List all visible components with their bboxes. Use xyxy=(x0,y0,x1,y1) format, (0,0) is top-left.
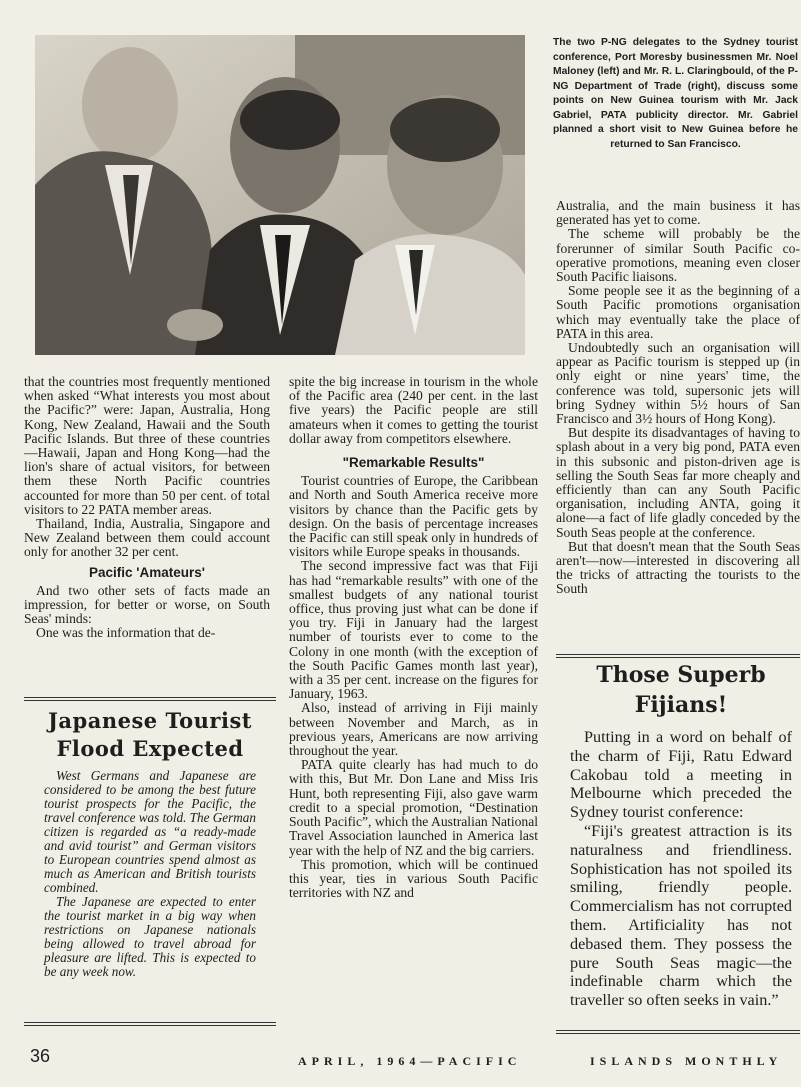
box-fiji xyxy=(570,660,792,1010)
fiji-bottom-rule xyxy=(556,1030,800,1034)
col1-paragraph-2: Thailand, India, Australia, Singapore and New Zealand between them could account only for another 32 per cent. xyxy=(24,516,270,560)
col1-paragraph-1: that the countries most frequently mentioned when asked “What interests you most about the Pacific?” were: Japan, Australia, Hong Kong, New Zealand, Hawaii and the South Pacific Islands. But three of these countries—Hawaii, Japan and Hong Kong—had the lion's share of actual visitors, for between them these North Pacific countries accounted for more than 50 per cent. of total visitors to 22 PATA member areas. xyxy=(24,374,270,517)
subhead-remarkable-results: "Remarkable Results" xyxy=(342,455,485,471)
col3-paragraph-1: Australia, and the main business it has generated has yet to come. xyxy=(556,198,800,228)
col3-paragraph-6: But that doesn't mean that the South Seas aren't—now—interested in discovering all the tricks of attracting the tourists to the South xyxy=(556,538,800,597)
box-top-rule xyxy=(24,697,276,701)
column-3 xyxy=(556,199,800,597)
col2-paragraph-6: This promotion, which will be continued this year, ties in various South Pacific territories with NZ and xyxy=(289,856,538,901)
box-bottom-rule xyxy=(24,1022,276,1026)
box-japanese-title: Japanese Tourist Flood Expected xyxy=(47,708,252,761)
box-japanese-tourist xyxy=(24,697,276,979)
col2-paragraph-3: The second impressive fact was that Fiji has had “remarkable results” with one of the smallest budgets of any national tourist office, thus proving just what can be done if you try. Fiji in January had the largest number of tourists ever to come to the Colony in one month (with the exception of the South Pacific Games month last year), with a 35 per cent. increase on the figures for January, 1963. xyxy=(289,558,538,702)
box-fiji-body xyxy=(570,728,792,1010)
page-number: 36 xyxy=(30,1046,51,1066)
col3-paragraph-5: But despite its disadvantages of having to splash about in a very big pond, PATA even in this subsonic and piston-driven age is selling the South Seas far more cheaply and efficiently than can any South Pacific organisation, including ANTA, going it alone—a fact of life gladly conceded by the South Seas people at the conference. xyxy=(556,425,800,540)
box-japanese-paragraph-2: The Japanese are expected to enter the tourist market in a big way when restrictions on Japanese nationals being allowed to travel abroad for pleasure are lifted. This is expected to be any week now. xyxy=(44,894,256,979)
col1-paragraph-4: One was the information that de- xyxy=(36,625,216,641)
col1-paragraph-3: And two other sets of facts made an impression, for better or worse, on South Seas' minds: xyxy=(24,582,270,627)
conference-photo xyxy=(35,35,525,355)
col2-paragraph-4: Also, instead of arriving in Fiji mainly between November and March, as in previous years, Americans are now arriving throughout the year. xyxy=(289,700,538,759)
col3-paragraph-4: Undoubtedly such an organisation will appear as Pacific tourism is stepped up (in only eight or nine years' time, the conference was told, supersonic jets will bring Sydney within 5½ hours of San Francisco and 3½ hours of Hong Kong). xyxy=(556,340,800,427)
col3-paragraph-3: Some people see it as the beginning of a South Pacific promotions organisation which may eventually take the place of PATA in this area. xyxy=(556,283,800,341)
photo-caption: The two P-NG delegates to the Sydney tourist conference, Port Moresby businessmen Mr. Noel Maloney (left) and Mr. R. L. Claringbould, of the P-NG Department of Trade (right), discuss some points on New Guinea tourism with Mr. Jack Gabriel, PATA publicity director. Mr. Gabriel planned a short visit to New Guinea before he returned to San Francisco. xyxy=(553,37,798,150)
col3-paragraph-2: The scheme will probably be the forerunner of similar South Pacific co-operative promotions, meaning even closer South Pacific liaisons. xyxy=(556,226,800,285)
box-fiji-paragraph-1: Putting in a word on behalf of the charm of Fiji, Ratu Edward Cakobau told a meeting in Melbourne which preceded the Sydney tourist conference: xyxy=(570,728,792,822)
box-fiji-title: Those Superb Fijians! xyxy=(596,662,766,718)
fiji-top-rule xyxy=(556,654,800,658)
box-japanese-paragraph-1: West Germans and Japanese are considered to be among the best future tourist prospects for the Pacific, the travel conference was told. The German citizen is regarded as “a ready-made and avid tourist” and German visitors to European countries spend almost as much as American and British tourists combined. xyxy=(44,768,256,895)
footer-left: APRIL, 1964—PACIFIC xyxy=(298,1054,522,1068)
column-2 xyxy=(289,375,538,900)
column-1 xyxy=(24,375,270,641)
col2-paragraph-2: Tourist countries of Europe, the Caribbean and North and South America receive more visitors by chance than the Pacific gets by design. On the basis of percentage increases the Pacific can still speak only in hundreds of visitors while Europe speaks in thousands. xyxy=(289,473,538,560)
box-fiji-paragraph-2: “Fiji's greatest attraction is its naturalness and friendliness. Sophistication has not spoiled its smiling, friendly people. Commercialism has not corrupted them. Artificiality has not debased them. They possess the pure South Seas magic—the indefinable charm which the traveller so often seeks in vain.” xyxy=(570,821,792,1010)
box-japanese-body xyxy=(44,769,256,979)
col2-paragraph-1: spite the big increase in tourism in the whole of the Pacific area (240 per cent. in the last five years) the Pacific people are still amateurs when it comes to getting the tourist dollar away from competitors elsewhere. xyxy=(289,374,538,446)
photo-illustration xyxy=(35,35,525,355)
footer-right: ISLANDS MONTHLY xyxy=(590,1054,783,1068)
subhead-pacific-amateurs: Pacific 'Amateurs' xyxy=(89,564,205,580)
col2-paragraph-5: PATA quite clearly has had much to do with this, But Mr. Don Lane and Miss Iris Hunt, both representing Fiji, also gave warm credit to a special promotion, “Destination South Pacific”, which the Australian National Travel Association launched in America last year with the help of NZ and the big carriers. xyxy=(289,757,538,858)
